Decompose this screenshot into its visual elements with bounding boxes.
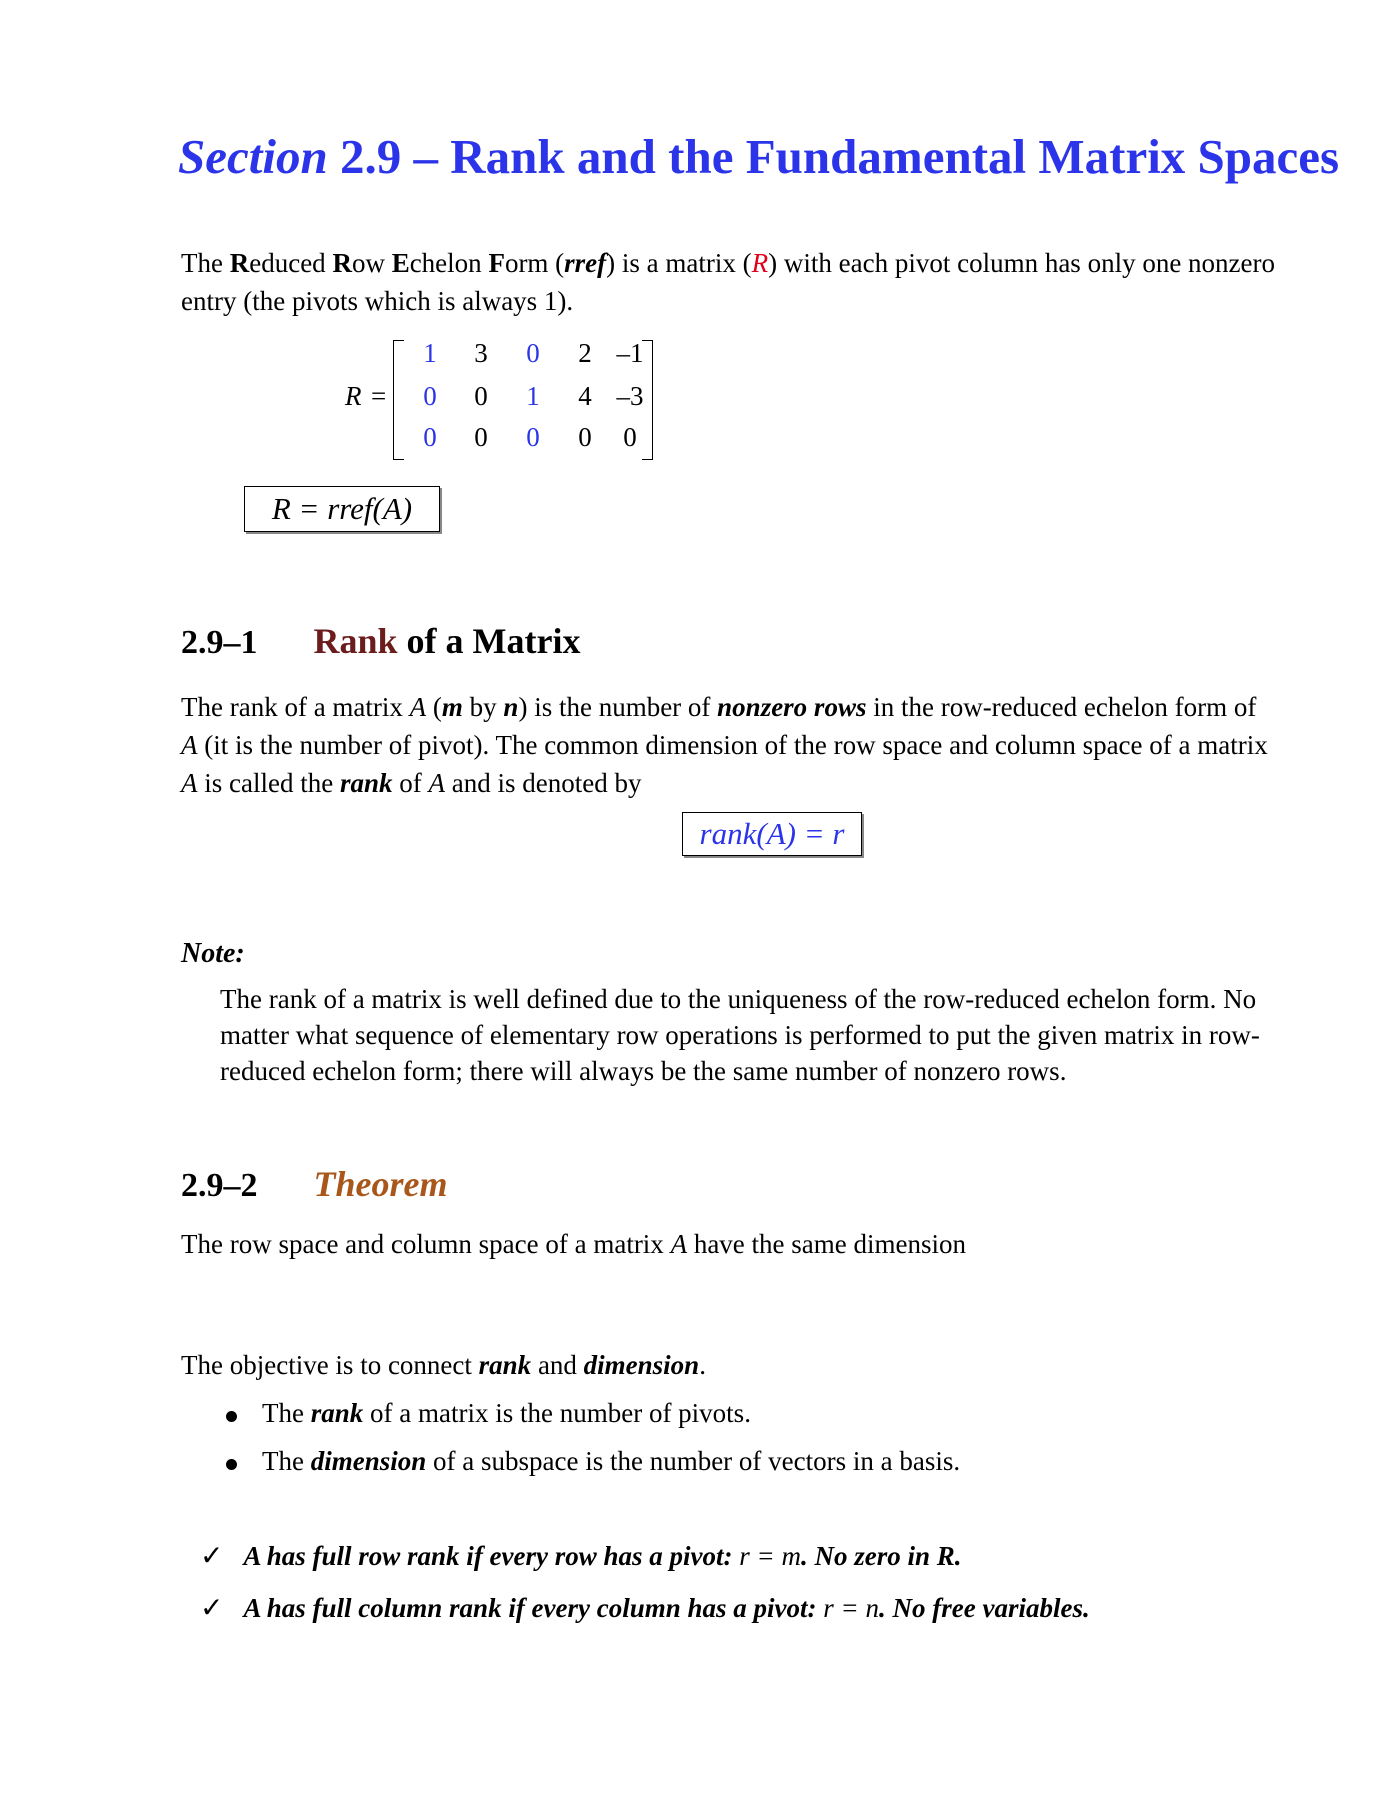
rank-def-line-2 [181,726,1268,764]
matrix-cell: 3 [474,338,488,368]
matrix-cell: 0 [578,422,592,452]
check-item [200,1537,962,1575]
text: is called the [197,768,340,798]
matrix-cell: 0 [474,422,488,452]
var-a: A [409,692,427,722]
text: in the row-reduced echelon form of [866,692,1257,722]
dimension-term: dimension [583,1350,700,1380]
matrix-cell: 2 [578,338,592,368]
text: The [262,1398,311,1428]
bullet-emphasis: rank [310,1398,364,1428]
text: and is denoted by [444,768,642,798]
text: The row space and column space of a matrix [181,1229,671,1259]
section-heading-2 [181,1163,447,1205]
check-text: . No free variables. [879,1593,1090,1623]
intro-text: orm ( [504,248,565,278]
check-text: A has full row rank if every row has a pivot: [243,1541,740,1571]
text: of a matrix is the number of pivots. [363,1398,751,1428]
bullet-dot [226,1459,237,1470]
intro-r-variable: R [751,248,769,278]
rref-matrix [345,338,665,463]
intro-line-1 [181,244,1275,282]
text: have the same dimension [687,1229,966,1259]
section-title-rest: of a Matrix [397,621,581,661]
text: The [262,1446,311,1476]
var-m: m [441,692,463,722]
matrix-cell: 0 [423,422,437,452]
title-section-word: Section [178,129,328,184]
intro-rref: rref [564,248,607,278]
note-line: reduced echelon form; there will always be the same number of nonzero rows. [220,1056,1067,1086]
section-number: 2.9–1 [181,624,258,661]
note-line: matter what sequence of elementary row operations is performed to put the given matrix in row- [220,1020,1260,1050]
matrix-cell: 0 [474,381,488,411]
rank-formula-box: rank(A) = r [682,812,862,856]
note-label: Note: [181,938,245,969]
check-icon: ✓ [200,1541,224,1572]
text: . [699,1350,706,1380]
text: of a subspace is the number of vectors in a basis. [426,1446,961,1476]
intro-text: ) is a matrix ( [606,248,752,278]
intro-text: chelon [409,248,489,278]
rank-term: rank [339,768,393,798]
matrix-cell: 0 [423,381,437,411]
section-heading-1 [181,620,580,662]
bullet-dot [226,1411,237,1422]
check-equation: r = m [739,1541,801,1571]
intro-line-2: entry (the pivots which is always 1). [181,286,574,316]
title-rest: 2.9 – Rank and the Fundamental Matrix Spaces [327,129,1340,184]
var-n: n [503,692,519,722]
intro-e: E [391,248,410,278]
bullet-emphasis: dimension [310,1446,427,1476]
var-a: A [670,1229,688,1259]
text: ( [426,692,442,722]
var-a: A [428,768,445,798]
section-rank-word: Rank [313,621,398,661]
matrix-cell: –3 [616,381,644,411]
matrix-cell: –1 [616,338,644,368]
text: The objective is to connect [181,1350,479,1380]
matrix-label: R [345,381,362,411]
theorem-statement [181,1225,966,1263]
rref-formula-box: R = rref(A) [244,486,440,532]
nonzero-rows: nonzero rows [717,692,867,722]
bullet-item [262,1442,960,1480]
matrix-cell: 0 [526,338,540,368]
rank-term: rank [478,1350,532,1380]
intro-r: R [229,248,250,278]
text: ) is the number of [518,692,718,722]
intro-text: The [181,248,230,278]
matrix-cell: 0 [526,422,540,452]
section-number: 2.9–2 [181,1167,258,1204]
check-item [200,1589,1090,1627]
note-line: The rank of a matrix is well defined due to the uniqueness of the row-reduced echelon form. No [220,984,1257,1014]
rank-def-line-3 [181,764,641,802]
matrix-equals: = [371,381,387,411]
intro-f: F [488,248,505,278]
var-a: A [181,730,198,760]
check-text: . No zero in R. [801,1541,962,1571]
page-title [178,128,1339,185]
rank-def-line-1 [181,688,1256,726]
var-a: A [181,768,198,798]
matrix-cell: 1 [423,338,437,368]
text: of [392,768,429,798]
intro-text: ow [351,248,392,278]
theorem-title: Theorem [313,1164,448,1204]
bullet-item [262,1394,751,1432]
check-text: A has full column rank if every column has a pivot: [243,1593,824,1623]
text: The rank of a matrix [181,692,410,722]
matrix-cell: 4 [578,381,592,411]
left-bracket [393,340,404,460]
objective-line [181,1346,706,1384]
intro-text: ) with each pivot column has only one nonzero [768,248,1276,278]
text: and [531,1350,584,1380]
check-equation: r = n [823,1593,880,1623]
text: by [462,692,504,722]
text: (it is the number of pivot). The common dimension of the row space and column space of a matrix [197,730,1268,760]
intro-r2: R [332,248,352,278]
matrix-cell: 1 [526,381,540,411]
intro-text: educed [249,248,333,278]
matrix-cell: 0 [623,422,637,452]
check-icon: ✓ [200,1593,224,1624]
